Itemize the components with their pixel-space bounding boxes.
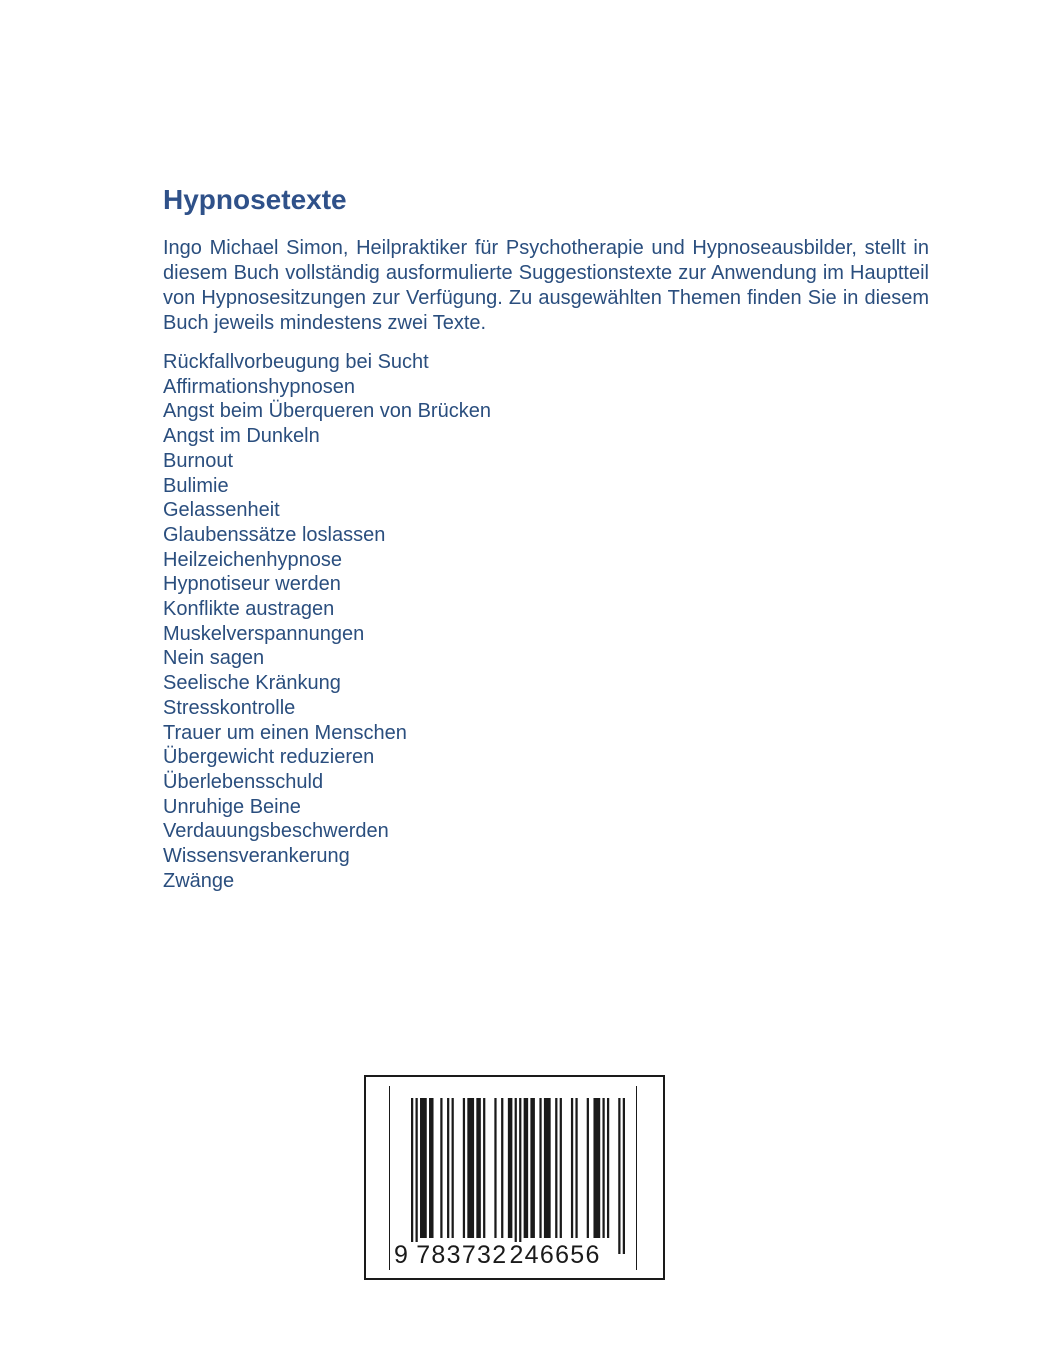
barcode-bar [463,1098,465,1238]
barcode-bar [494,1098,496,1238]
topic-item: Trauer um einen Menschen [163,721,407,744]
topic-item: Rückfallvorbeugung bei Sucht [163,351,429,373]
topic-item: Unruhige Beine [163,795,301,818]
barcode-bar [429,1098,434,1238]
topic-item: Überlebensschuld [163,770,324,793]
topic-item: Burnout [163,449,234,472]
barcode-bar [607,1098,609,1238]
topic-item: Muskelverspannungen [163,622,365,645]
barcode-bar [440,1098,442,1238]
topic-item: Bulimie [163,474,229,497]
barcode-bar [593,1098,600,1238]
isbn-barcode [411,1098,625,1258]
isbn-lead-digit: 9 [394,1242,415,1268]
topic-list [163,350,491,893]
barcode-bar [467,1098,474,1238]
topic-item: Angst im Dunkeln [163,425,320,448]
barcode-bar [530,1098,535,1238]
barcode-bar [571,1098,573,1238]
topic-item: Gelassenheit [163,499,280,522]
barcode-bar [524,1098,529,1238]
barcode-guard-bar [519,1098,521,1254]
barcode-guard-bar [416,1098,418,1254]
topic-item: Nein sagen [163,647,265,670]
topic-item: Zwänge [163,869,235,892]
topic-item: Angst beim Überqueren von Brücken [163,400,491,423]
barcode-bar [560,1098,562,1238]
barcode-guard-bar [411,1098,413,1254]
barcode-bar [447,1098,449,1238]
barcode-guard-bar [515,1098,517,1254]
topic-item: Seelische Kränkung [163,672,341,695]
topic-item: Glaubenssätze loslassen [163,523,386,546]
barcode-bar [602,1098,604,1238]
topic-item: Konflikte austragen [163,598,335,621]
barcode-bar [575,1098,577,1238]
isbn-number [394,1242,602,1268]
topic-item: Heilzeichenhypnose [163,548,343,571]
topic-item: Affirmationshypnosen [163,375,355,398]
isbn-left-group: 783732 [416,1241,508,1269]
barcode-bar [483,1098,485,1238]
topic-item: Verdauungsbeschwerden [163,820,389,843]
book-description: Ingo Michael Simon, Heilpraktiker für Psychotherapie und Hypnoseausbilder, stellt in diesem Buch vollständig ausformulierte Suggestionstexte zur Anwendung im Hauptteil von Hypnosesitzungen zur Verfügung. Zu ausgewählten Themen finden Sie in diesem Buch jeweils mindestens zwei Texte. [163,237,929,334]
barcode-bar [539,1098,541,1238]
barcode-bar [420,1098,427,1238]
barcode-bar [501,1098,503,1238]
barcode-bar [555,1098,557,1238]
barcode-bar [508,1098,513,1238]
barcode-guard-bar [618,1098,620,1254]
topic-item: Übergewicht reduzieren [163,746,375,769]
book-title: Hypnosetexte [163,184,347,215]
barcode-bar [587,1098,589,1238]
barcode-bar [544,1098,551,1238]
topic-item: Hypnotiseur werden [163,573,341,596]
barcode-guard-bar [623,1098,625,1254]
isbn-right-group: 246656 [509,1241,601,1269]
topic-item: Stresskontrolle [163,696,296,719]
barcode-bar [476,1098,481,1238]
barcode-bar [452,1098,454,1238]
topic-item: Wissensverankerung [163,845,350,868]
